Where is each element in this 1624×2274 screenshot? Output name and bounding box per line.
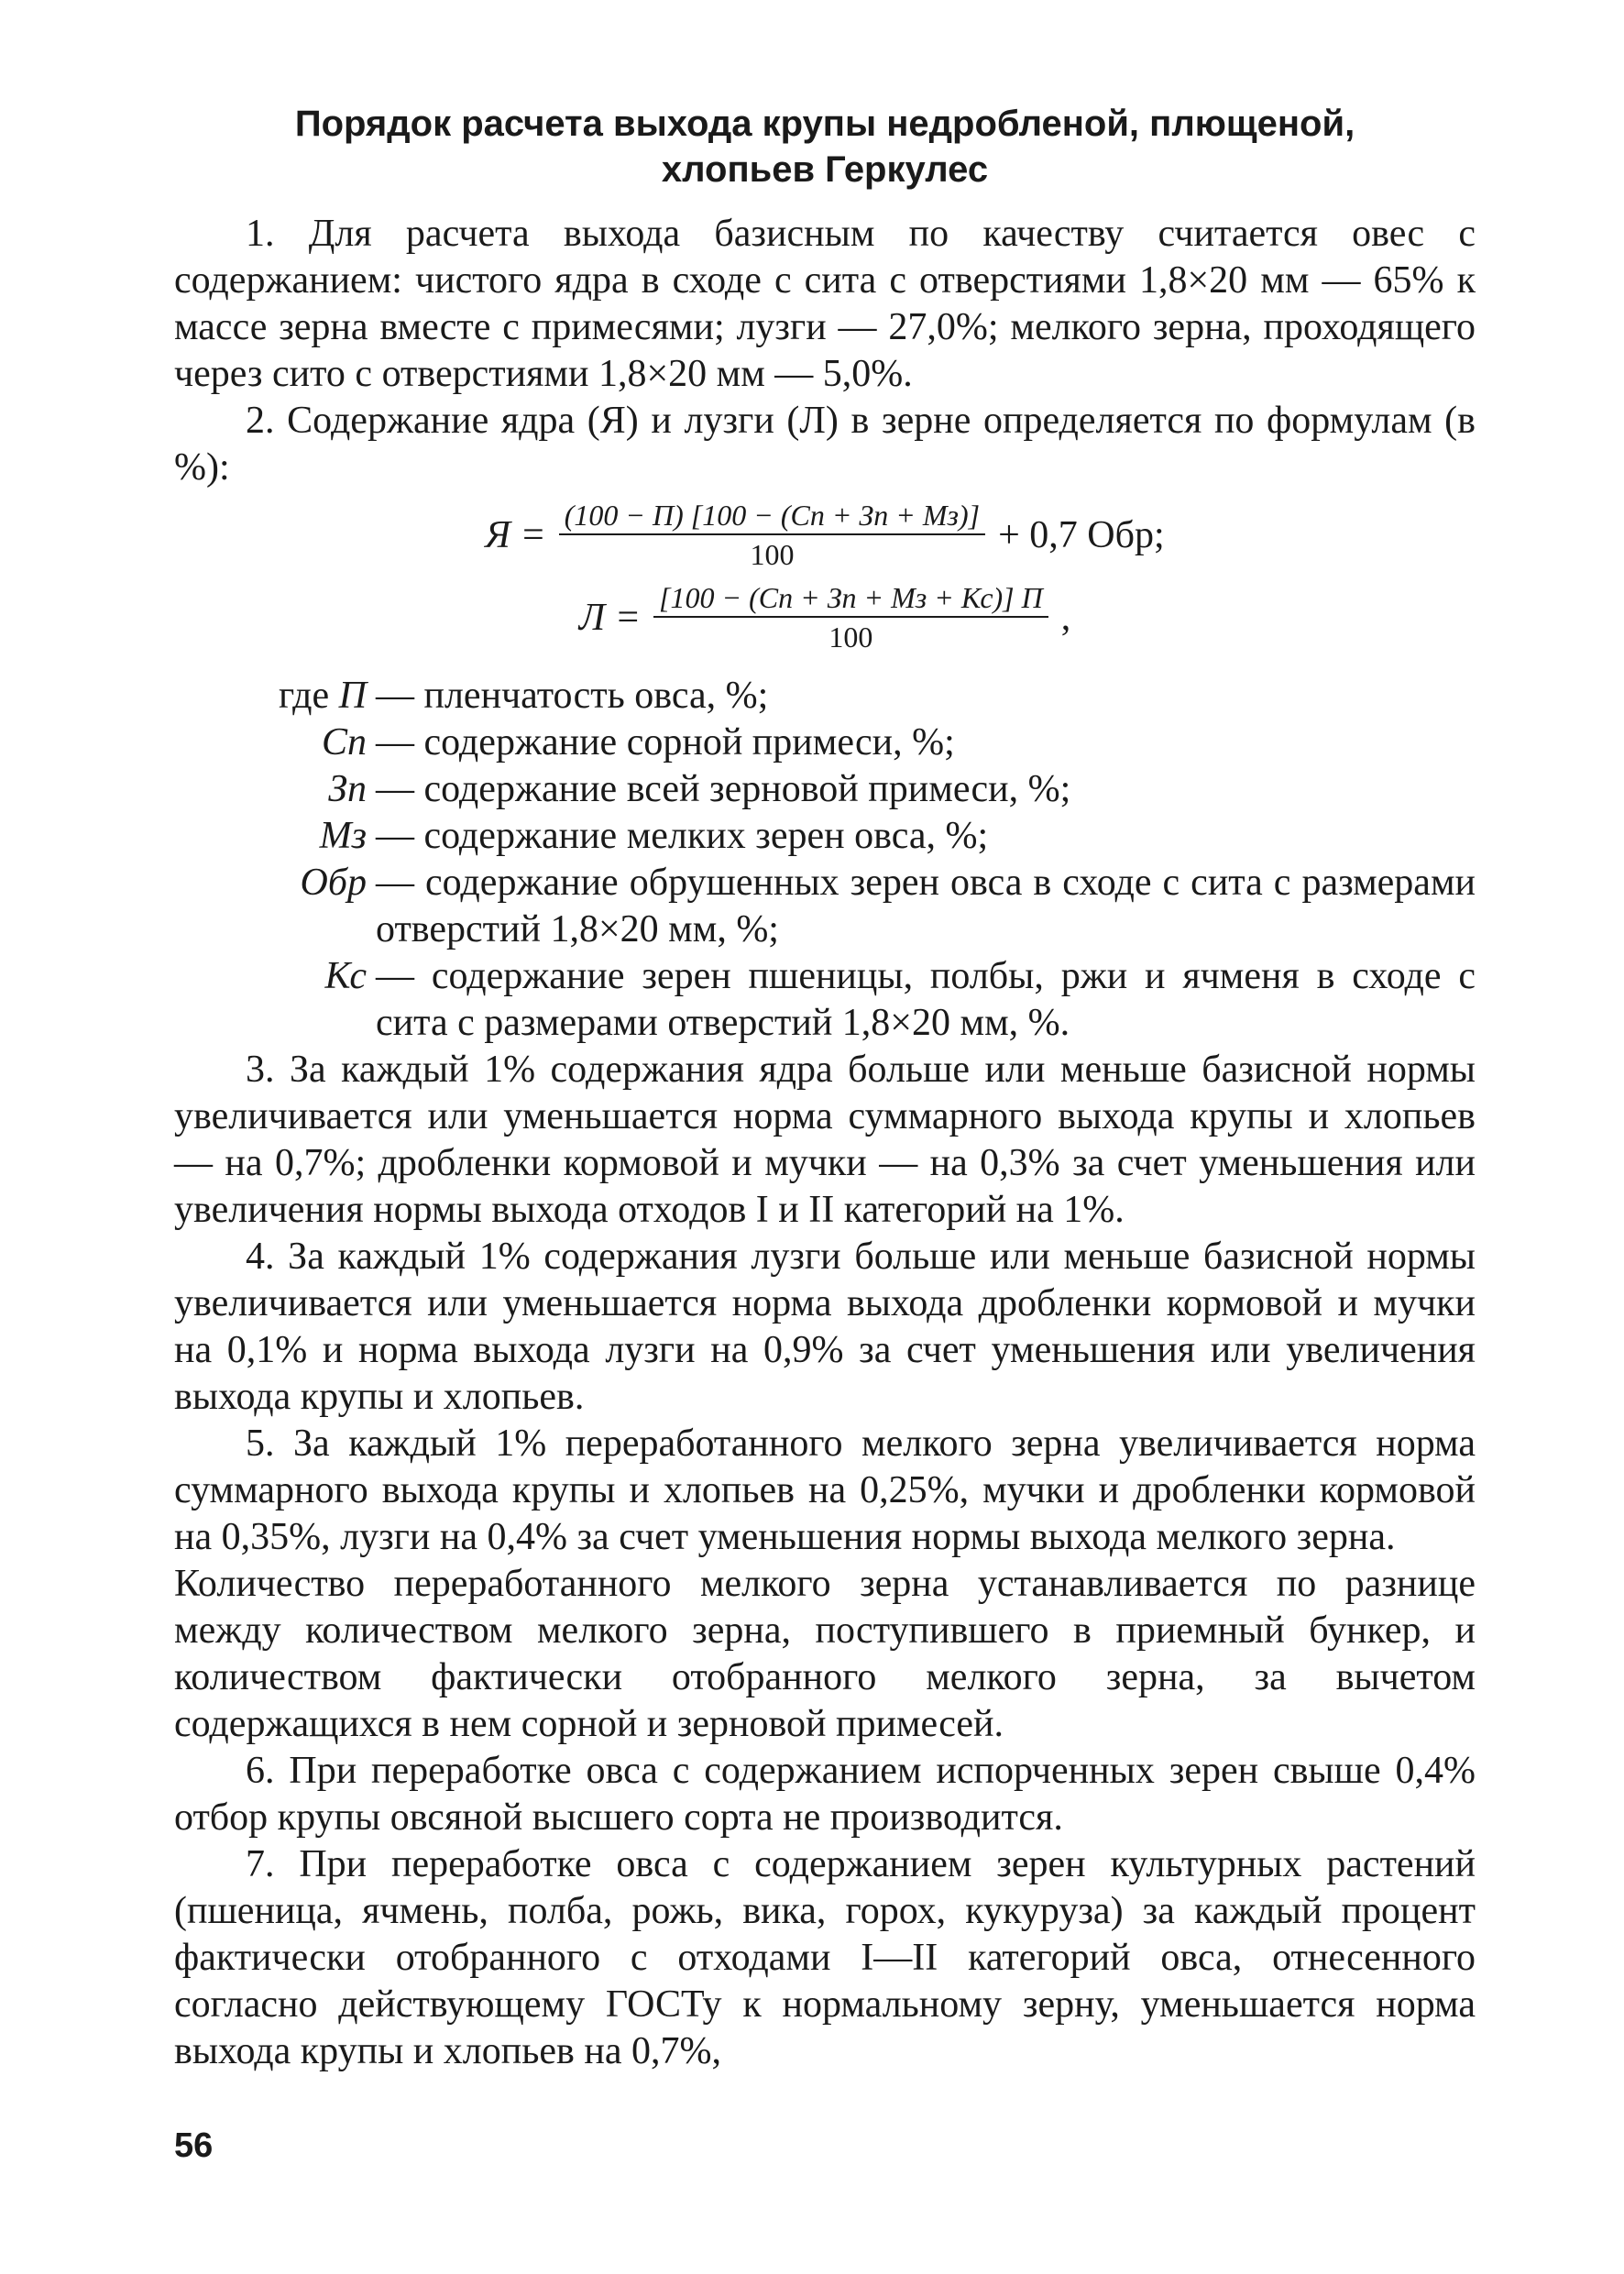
title-line-2: хлопьев Геркулес: [661, 149, 989, 190]
formula-kernel-lhs: Я =: [485, 514, 546, 556]
paragraph-1: 1. Для расчета выхода базисным по качеству считается овес с содержанием: чистого ядра в сходе с сита с отверстиями 1,8×20 мм — 65% к массе зерна вместе с примесями; лузги — 27,0%; мелкого зерна, проходящего через сито с отверстиями 1,8×20 мм — 5,0%.: [174, 213, 1476, 395]
definition-text: — содержание сорной примеси, %;: [376, 721, 955, 763]
definition-symbol: Сп: [321, 721, 367, 763]
definition-item: [174, 766, 1476, 813]
title-line-1: Порядок расчета выхода крупы недробленой, плющеной,: [294, 104, 1355, 144]
paragraph-7: 7. При переработке овса с содержанием зерен культурных растений (пшеница, ячмень, полба, рожь, вика, горох, кукуруза) за каждый процент фактически отобранного с отходами I—II категорий овса, отнесенного согласно действующему ГОСТу к нормальному зерну, уменьшается норма выхода крупы и хлопьев на 0,7%,: [174, 1843, 1476, 2072]
definition-item: [174, 720, 1476, 766]
page-title: [174, 101, 1476, 192]
paragraph-5: 5. За каждый 1% переработанного мелкого зерна увеличивается норма суммарного выхода крупы и хлопьев на 0,25%, мучки и дробленки кормовой на 0,35%, лузги на 0,4% за счет уменьшения нормы выхода мелкого зерна.: [174, 1423, 1476, 1558]
definition-symbol-text: П: [338, 675, 367, 717]
definition-text: — содержание зерен пшеницы, полбы, ржи и ячменя в сходе с сита с размерами отверстий 1,8×20 мм, %.: [376, 955, 1476, 1044]
paragraph-3: 3. За каждый 1% содержания ядра больше или меньше базисной нормы увеличивается или уменьшается норма суммарного выхода крупы и хлопьев — на 0,7%; дробленки кормовой и мучки — на 0,3% за счет уменьшения или увеличения нормы выхода отходов I и II категорий на 1%.: [174, 1049, 1476, 1231]
definition-symbol: [174, 673, 376, 720]
formula-kernel-numerator: (100 − П) [100 − (Сп + Зп + Мз)]: [559, 497, 985, 535]
paragraph-6: 6. При переработке овса с содержанием испорченных зерен свыше 0,4% отбор крупы овсяной высшего сорта не производится.: [174, 1750, 1476, 1839]
formula-kernel-tail: + 0,7 Обр;: [998, 514, 1165, 556]
definition-item: [174, 813, 1476, 860]
definition-text: — содержание мелких зерен овса, %;: [376, 815, 989, 857]
definition-item: [174, 860, 1476, 953]
formula-husk: [174, 579, 1476, 656]
definition-lead-word: где: [279, 675, 330, 717]
formula-husk-numerator: [100 − (Сп + Зп + Мз + Кс)] П: [653, 579, 1048, 618]
formula-husk-fraction: [653, 579, 1048, 656]
paragraph-4: 4. За каждый 1% содержания лузги больше или меньше базисной нормы увеличивается или уменьшается норма выхода дробленки кормовой и мучки на 0,1% и норма выхода лузги на 0,9% за счет уменьшения или увеличения выхода крупы и хлопьев.: [174, 1236, 1476, 1418]
definition-text: — пленчатость овса, %;: [376, 675, 769, 717]
definition-text: — содержание обрушенных зерен овса в сходе с сита с размерами отверстий 1,8×20 мм, %;: [376, 862, 1476, 950]
formula-husk-denominator: 100: [828, 621, 873, 654]
formula-kernel-fraction: [559, 497, 985, 574]
paragraph-5b: Количество переработанного мелкого зерна устанавливается по разнице между количеством мелкого зерна, поступившего в приемный бункер, и количеством фактически отобранного мелкого зерна, за вычетом содержащихся в нем сорной и зерновой примесей.: [174, 1563, 1476, 1745]
formula-kernel: [174, 497, 1476, 574]
page-number: 56: [174, 2126, 214, 2165]
paragraph-2: 2. Содержание ядра (Я) и лузги (Л) в зерне определяется по формулам (в %):: [174, 400, 1476, 489]
definition-symbol: Мз: [319, 815, 367, 857]
formula-husk-lhs: Л =: [578, 597, 642, 639]
definitions-list: [174, 673, 1476, 1047]
definition-symbol: Обр: [300, 862, 367, 904]
definition-symbol: Кс: [324, 955, 367, 997]
definition-symbol: Зп: [328, 768, 367, 810]
definition-item: [174, 953, 1476, 1047]
formula-kernel-denominator: 100: [750, 538, 795, 571]
definition-item: [174, 673, 1476, 720]
definition-text: — содержание всей зерновой примеси, %;: [376, 768, 1071, 810]
document-page: [174, 101, 1476, 2075]
formula-husk-tail: ,: [1060, 597, 1071, 639]
